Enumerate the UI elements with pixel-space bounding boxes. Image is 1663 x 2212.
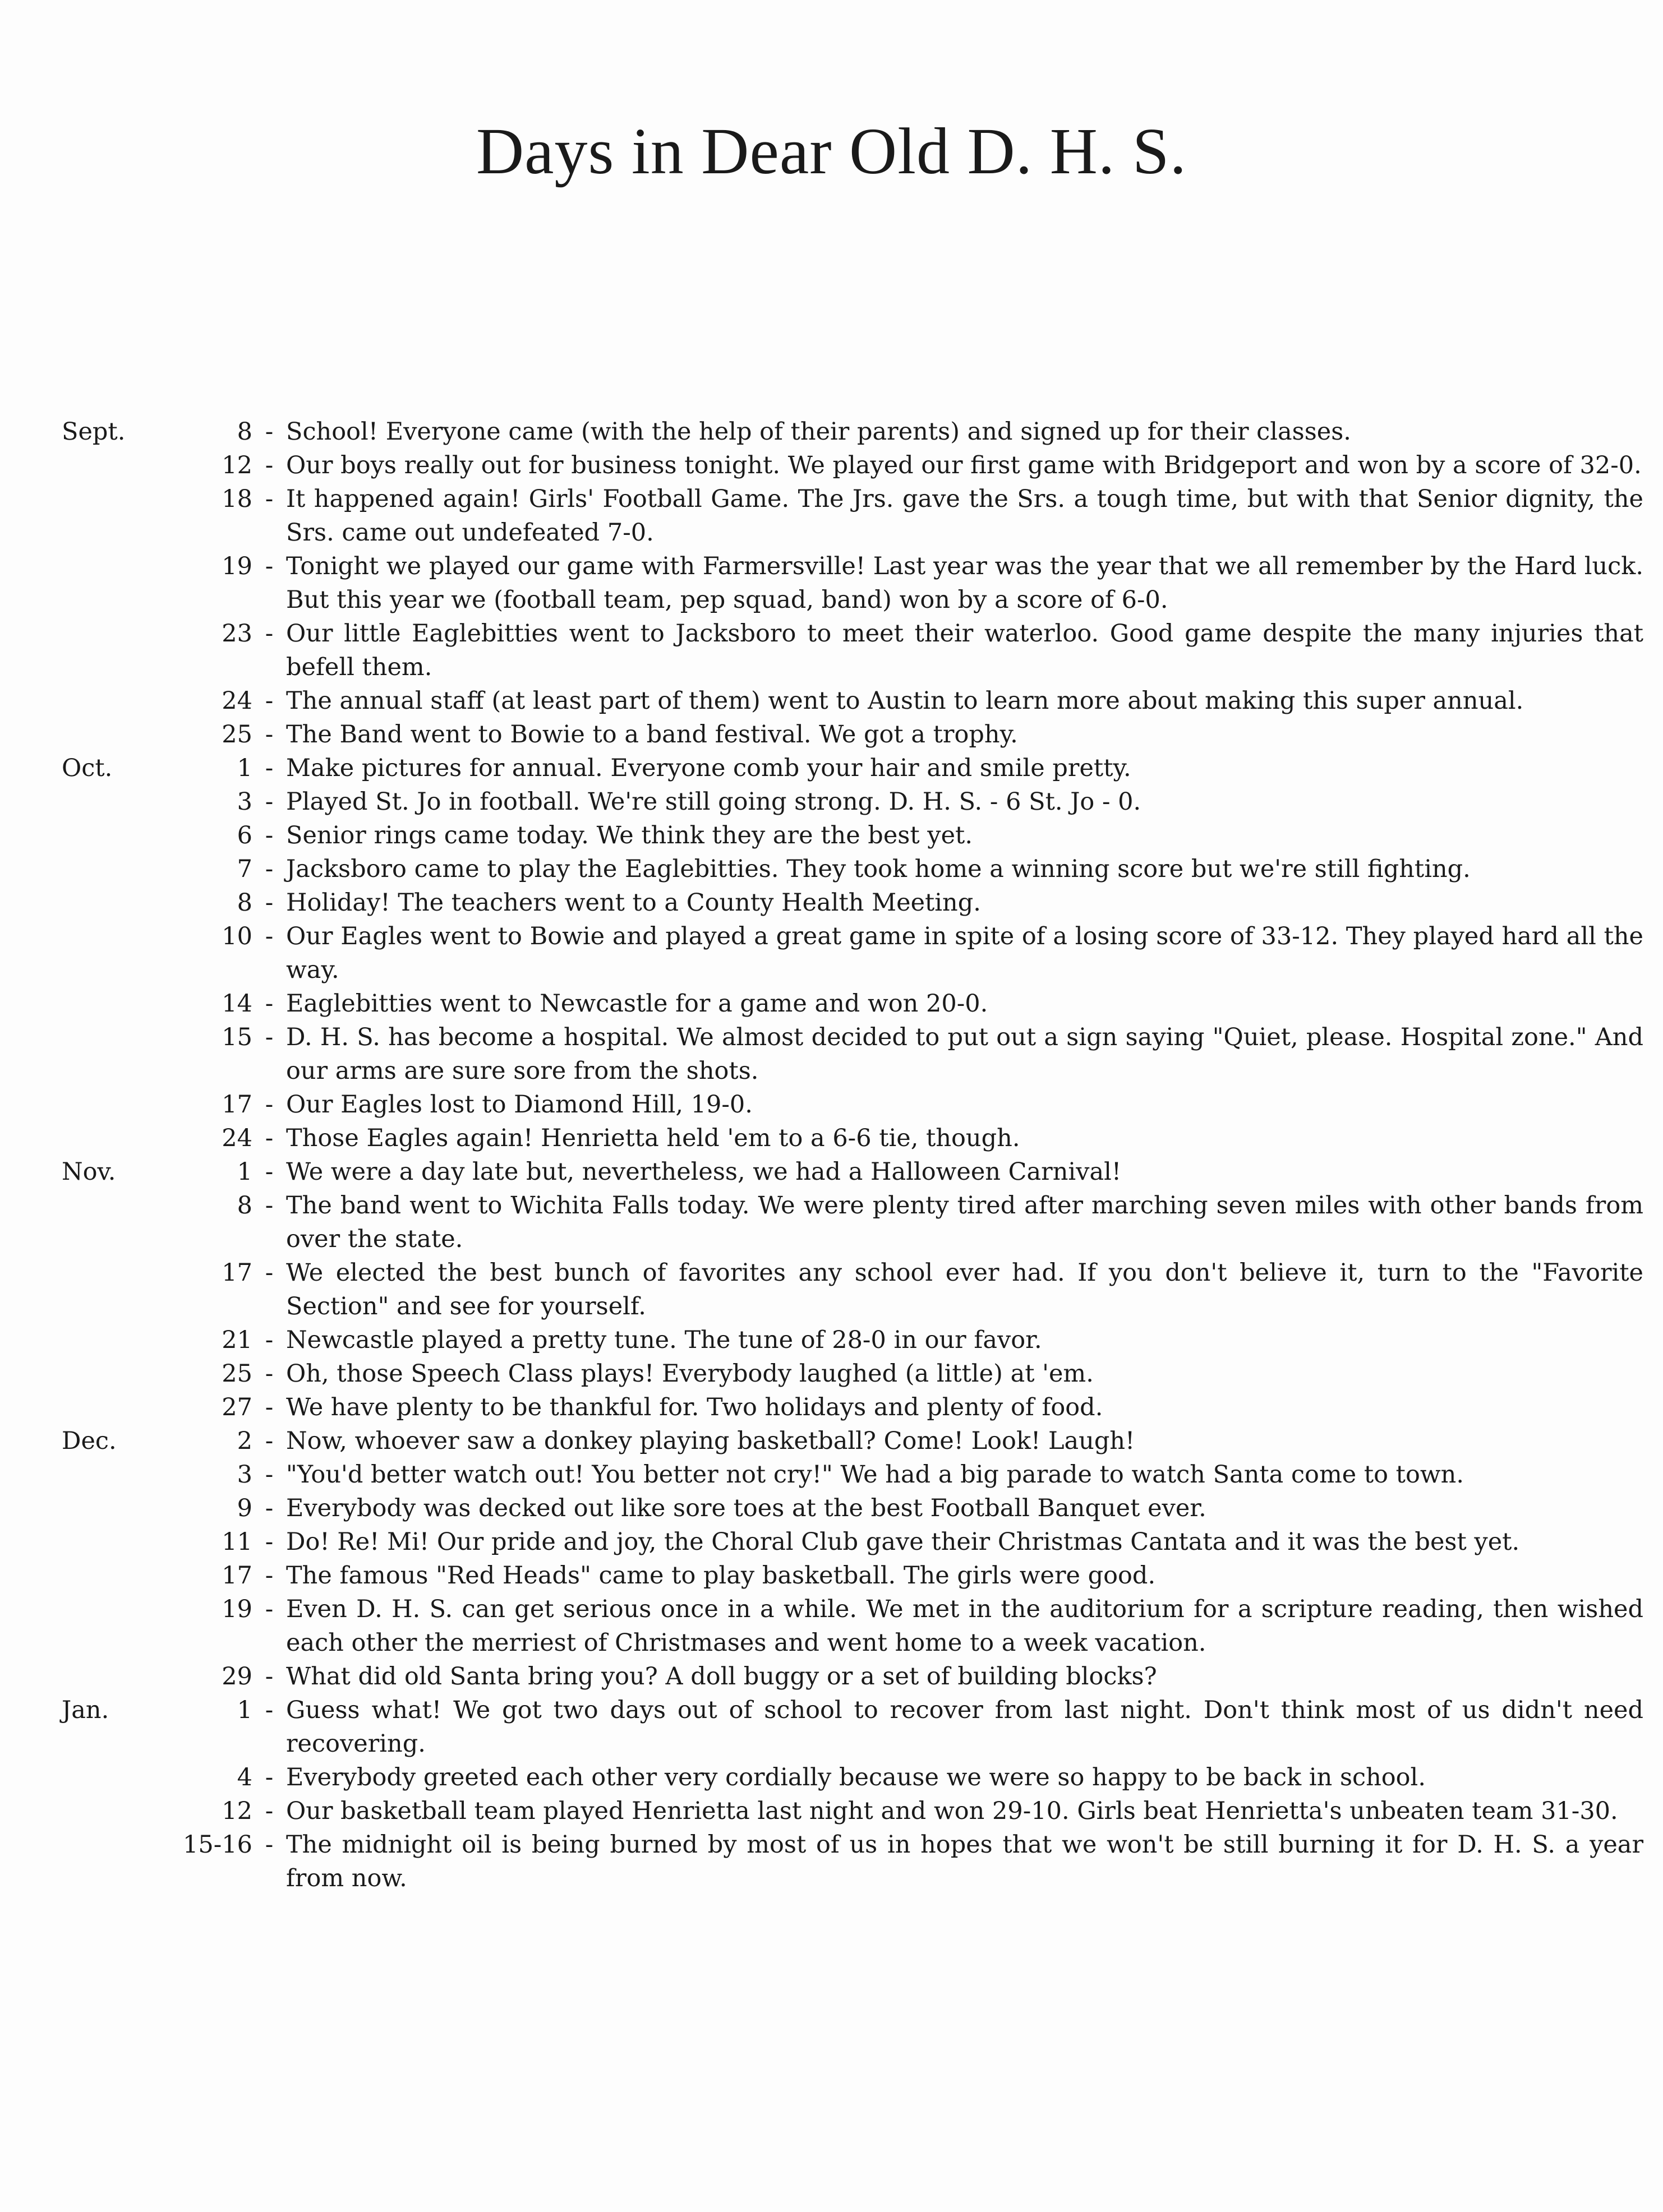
entry-day: 1 (237, 754, 252, 782)
entry-text: Holiday! The teachers went to a County Health Meeting. (286, 889, 981, 917)
entry-text: Make pictures for annual. Everyone comb your hair and smile pretty. (286, 754, 1131, 782)
entry-day: 8 (237, 889, 252, 917)
calendar-entry (62, 1256, 1649, 1323)
entry-day: 12 (222, 451, 252, 479)
calendar-entry (62, 1189, 1649, 1256)
entry-day: 17 (222, 1562, 252, 1590)
calendar-entry (62, 1323, 1649, 1357)
entry-text: Our boys really out for business tonight. We played our first game with Bridgeport and won by a score of 32-0. (286, 451, 1642, 479)
entry-dash: - (265, 1360, 274, 1388)
entry-text: Our Eagles went to Bowie and played a great game in spite of a losing score of 33-12. They played hard all the way. (286, 922, 1643, 984)
calendar-entry (62, 617, 1649, 684)
entry-day: 19 (222, 1595, 252, 1623)
calendar-entry (62, 1761, 1649, 1794)
entry-day: 12 (222, 1797, 252, 1825)
entry-text: The band went to Wichita Falls today. We were plenty tired after marching seven miles with other bands from over the state. (286, 1192, 1643, 1253)
calendar-entry (62, 1525, 1649, 1559)
entry-dash: - (265, 990, 274, 1018)
entry-day: 29 (222, 1663, 252, 1691)
entry-text: Senior rings came today. We think they are the best yet. (286, 821, 973, 849)
entry-dash: - (265, 552, 274, 580)
entry-dash: - (265, 1461, 274, 1489)
entry-day: 27 (222, 1393, 252, 1421)
entry-text: We elected the best bunch of favorites any school ever had. If you don't believe it, turn to the "Favorite Section" and see for yourself. (286, 1259, 1643, 1320)
calendar-entry (62, 1458, 1649, 1491)
entry-day: 21 (222, 1326, 252, 1354)
calendar-entry (62, 987, 1649, 1020)
entry-dash: - (265, 1663, 274, 1691)
entry-day: 24 (222, 687, 252, 715)
calendar-entry (62, 1693, 1649, 1761)
entry-dash: - (265, 1259, 274, 1287)
calendar-entry (62, 449, 1649, 482)
entry-day: 23 (222, 620, 252, 648)
calendar-entry (62, 1491, 1649, 1525)
entry-text: Guess what! We got two days out of school to recover from last night. Don't think most of us didn't need recovering. (286, 1696, 1643, 1758)
entry-day: 17 (222, 1259, 252, 1287)
entry-dash: - (265, 1595, 274, 1623)
entry-month: Sept. (62, 418, 126, 446)
calendar-entry (62, 1794, 1649, 1828)
entry-day: 2 (237, 1427, 252, 1455)
calendar-entry (62, 684, 1649, 718)
entry-dash: - (265, 418, 274, 446)
entry-dash: - (265, 821, 274, 849)
calendar-entry (62, 1391, 1649, 1424)
calendar-entry (62, 1424, 1649, 1458)
entry-day: 3 (237, 1461, 252, 1489)
calendar-entry (62, 819, 1649, 852)
entry-text: Eaglebitties went to Newcastle for a game and won 20-0. (286, 990, 988, 1018)
entry-day: 3 (237, 788, 252, 816)
calendar-entry (62, 852, 1649, 886)
entry-dash: - (265, 687, 274, 715)
entry-day: 10 (222, 922, 252, 950)
entry-day: 9 (237, 1494, 252, 1522)
entry-day: 6 (237, 821, 252, 849)
entry-dash: - (265, 1192, 274, 1220)
entry-month: Nov. (62, 1158, 116, 1186)
calendar-entry (62, 415, 1649, 449)
entry-dash: - (265, 1494, 274, 1522)
entry-dash: - (265, 1326, 274, 1354)
entry-dash: - (265, 788, 274, 816)
entry-month: Jan. (62, 1696, 109, 1724)
entry-dash: - (265, 451, 274, 479)
entry-month: Dec. (62, 1427, 117, 1455)
entry-text: Tonight we played our game with Farmersville! Last year was the year that we all remember by the Hard luck. But this year we (football team, pep squad, band) won by a score of 6-0. (286, 552, 1643, 614)
calendar-entry (62, 886, 1649, 920)
entry-dash: - (265, 485, 274, 513)
entry-dash: - (265, 855, 274, 883)
entry-dash: - (265, 1158, 274, 1186)
entry-text: We have plenty to be thankful for. Two holidays and plenty of food. (286, 1393, 1103, 1421)
entry-text: Our basketball team played Henrietta last night and won 29-10. Girls beat Henrietta's unbeaten team 31-30. (286, 1797, 1618, 1825)
entry-text: "You'd better watch out! You better not cry!" We had a big parade to watch Santa come to town. (286, 1461, 1464, 1489)
entry-text: Everybody was decked out like sore toes at the best Football Banquet ever. (286, 1494, 1206, 1522)
page-title: Days in Dear Old D. H. S. (476, 114, 1187, 188)
calendar-entry (62, 920, 1649, 987)
entry-text: Everybody greeted each other very cordially because we were so happy to be back in school. (286, 1763, 1426, 1791)
entry-text: Played St. Jo in football. We're still going strong. D. H. S. - 6 St. Jo - 0. (286, 788, 1141, 816)
entry-text: D. H. S. has become a hospital. We almost decided to put out a sign saying "Quiet, please. Hospital zone." And our arms are sure sore from the shots. (286, 1023, 1643, 1085)
calendar-entry (62, 549, 1649, 617)
entry-text: School! Everyone came (with the help of their parents) and signed up for their classes. (286, 418, 1351, 446)
entry-text: Our little Eaglebitties went to Jacksboro to meet their waterloo. Good game despite the many injuries that befell them. (286, 620, 1643, 681)
entry-dash: - (265, 922, 274, 950)
calendar-entry (62, 1660, 1649, 1693)
entry-day: 8 (237, 418, 252, 446)
entry-day: 1 (237, 1158, 252, 1186)
entry-text: Those Eagles again! Henrietta held 'em to a 6-6 tie, though. (286, 1124, 1020, 1152)
entry-text: Do! Re! Mi! Our pride and joy, the Choral Club gave their Christmas Cantata and it was the best yet. (286, 1528, 1520, 1556)
entry-dash: - (265, 1763, 274, 1791)
entry-day: 17 (222, 1091, 252, 1119)
entry-text: The famous "Red Heads" came to play basketball. The girls were good. (286, 1562, 1156, 1590)
entry-dash: - (265, 721, 274, 749)
entry-text: Oh, those Speech Class plays! Everybody laughed (a little) at 'em. (286, 1360, 1094, 1388)
entry-text: What did old Santa bring you? A doll buggy or a set of building blocks? (286, 1663, 1157, 1691)
calendar-entry (62, 785, 1649, 819)
calendar-entries (62, 415, 1649, 1895)
entry-text: It happened again! Girls' Football Game. The Jrs. gave the Srs. a tough time, but with that Senior dignity, the Srs. came out undefeated 7-0. (286, 485, 1643, 547)
entry-text: Now, whoever saw a donkey playing basketball? Come! Look! Laugh! (286, 1427, 1135, 1455)
calendar-entry (62, 1357, 1649, 1391)
calendar-entry (62, 1592, 1649, 1660)
calendar-entry (62, 1155, 1649, 1189)
calendar-entry (62, 1559, 1649, 1592)
entry-dash: - (265, 754, 274, 782)
entry-dash: - (265, 620, 274, 648)
entry-dash: - (265, 1831, 274, 1859)
entry-dash: - (265, 889, 274, 917)
entry-dash: - (265, 1797, 274, 1825)
entry-dash: - (265, 1091, 274, 1119)
entry-month: Oct. (62, 754, 113, 782)
entry-day: 24 (222, 1124, 252, 1152)
entry-dash: - (265, 1023, 274, 1051)
entry-day: 8 (237, 1192, 252, 1220)
entry-day: 14 (222, 990, 252, 1018)
entry-dash: - (265, 1124, 274, 1152)
entry-text: The annual staff (at least part of them) went to Austin to learn more about making this super annual. (286, 687, 1524, 715)
calendar-entry (62, 1828, 1649, 1895)
entry-day: 25 (222, 1360, 252, 1388)
entry-dash: - (265, 1427, 274, 1455)
entry-dash: - (265, 1528, 274, 1556)
entry-text: Newcastle played a pretty tune. The tune of 28-0 in our favor. (286, 1326, 1042, 1354)
entry-day: 19 (222, 552, 252, 580)
entry-day: 1 (237, 1696, 252, 1724)
entry-text: Jacksboro came to play the Eaglebitties. They took home a winning score but we're still fighting. (286, 855, 1471, 883)
calendar-entry (62, 1088, 1649, 1121)
entry-text: The midnight oil is being burned by most of us in hopes that we won't be still burning it for D. H. S. a year from now. (286, 1831, 1643, 1892)
entry-day: 25 (222, 721, 252, 749)
entry-text: Our Eagles lost to Diamond Hill, 19-0. (286, 1091, 753, 1119)
entry-text: We were a day late but, nevertheless, we had a Halloween Carnival! (286, 1158, 1122, 1186)
entry-day: 15-16 (183, 1831, 252, 1859)
calendar-entry (62, 482, 1649, 549)
entry-text: The Band went to Bowie to a band festival. We got a trophy. (286, 721, 1018, 749)
calendar-entry (62, 718, 1649, 751)
entry-day: 4 (237, 1763, 252, 1791)
entry-text: Even D. H. S. can get serious once in a while. We met in the auditorium for a scripture reading, then wished each other the merriest of Christmases and went home to a week vacation. (286, 1595, 1643, 1657)
entry-day: 15 (222, 1023, 252, 1051)
entry-dash: - (265, 1393, 274, 1421)
entry-day: 18 (222, 485, 252, 513)
entry-day: 11 (222, 1528, 252, 1556)
entry-day: 7 (237, 855, 252, 883)
entry-dash: - (265, 1696, 274, 1724)
calendar-entry (62, 1121, 1649, 1155)
entry-dash: - (265, 1562, 274, 1590)
calendar-entry (62, 1020, 1649, 1088)
calendar-entry (62, 751, 1649, 785)
